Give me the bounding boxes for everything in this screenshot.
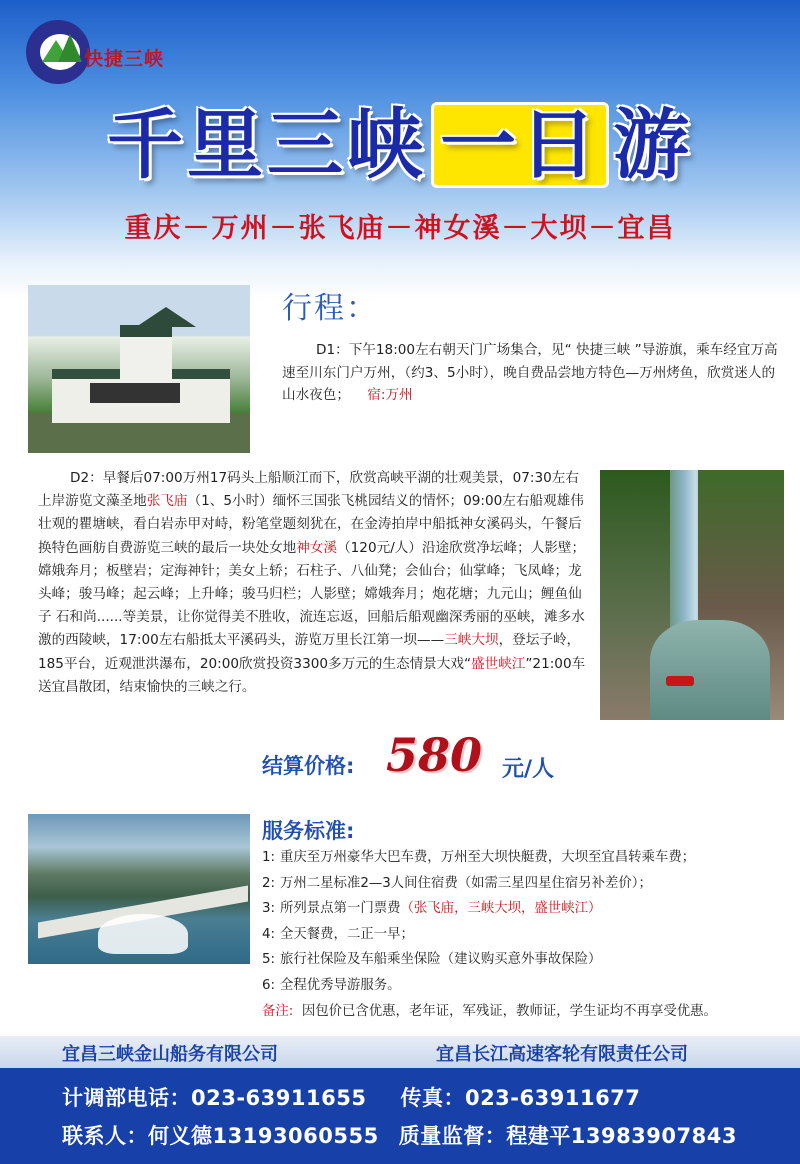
- footer-line-1: [62, 1082, 640, 1112]
- day2-highlight-dam: 三峡大坝: [444, 632, 499, 649]
- price-unit: 元/人: [502, 757, 555, 782]
- itinerary-heading: 行程：: [282, 291, 378, 326]
- photo-roof: [136, 307, 196, 327]
- company-name-1: 宜昌三峡金山船务有限公司: [62, 1044, 278, 1065]
- price-value: 580: [386, 728, 483, 782]
- services-heading: 服务标准:: [262, 819, 355, 843]
- day1-text: [282, 339, 782, 407]
- service-item: [262, 922, 786, 948]
- day2-part-4: ，登坛子岭，185平台，近观泄洪瀑布，20:00欣赏投资3300多万元的生态情景大戏“: [38, 632, 581, 672]
- day2-part-3: （120元/人）沿途欣赏净坛峰；人影壁；嫦娥奔月；板壁岩；定海神针；美女上轿；石柱子、八仙凳；会仙台；仙掌峰；飞凤峰；龙头峰；骏马峰；起云峰；上升峰；骏马归栏；人影壁；嫦娥奔月；炮花塘；九元山；鲤鱼仙子 石和尚......等美景，让你觉得美不胜收，流连忘返，回船后船观幽深秀丽的巫峡，滩多水激的西陵峡，17:00左右船抵太平溪码头，游览万里长江第一坝——: [38, 539, 586, 649]
- quality-supervisor[interactable]: 质量监督：程建平13983907843: [398, 1124, 737, 1148]
- day1-stay: 宿:万州: [367, 387, 413, 403]
- route-line: 重庆－万州－张飞庙－神女溪－大坝－宜昌: [124, 213, 676, 244]
- day2-highlight-shennvxi: 神女溪: [296, 539, 338, 556]
- title-part-1: 千里三峡: [107, 100, 427, 189]
- service-item: [262, 845, 786, 871]
- services-list: [262, 845, 786, 1024]
- title-highlight: 一日: [431, 102, 609, 188]
- service-item: [262, 896, 786, 922]
- dispatch-phone[interactable]: 计调部电话：023-63911655: [62, 1086, 367, 1110]
- note-label: 备注:: [262, 1003, 294, 1019]
- day2-highlight-show: 盛世峡江: [471, 655, 526, 672]
- service-text: 全程优秀导游服务。: [280, 977, 401, 993]
- service-text: 所列景点第一门票费: [280, 901, 401, 917]
- photo-boat: [666, 676, 694, 686]
- service-number: 6:: [262, 977, 276, 993]
- fax-number[interactable]: 传真：023-63911677: [400, 1086, 641, 1110]
- company-name-2: 宜昌长江高速客轮有限责任公司: [436, 1044, 688, 1065]
- service-text-highlight: （张飞庙，三峡大坝，盛世峡江）: [400, 901, 602, 917]
- service-text: 全天餐费，二正一早；: [280, 926, 414, 942]
- service-note: [262, 999, 786, 1025]
- day2-part-1: D2：早餐后07:00万州17码头上船顺江而下，欣赏高峡平湖的壮观美景，07:30左右上岸游览文藻圣地: [38, 470, 579, 510]
- gorge-photo: [600, 470, 784, 720]
- footer-contact-band: [0, 1036, 800, 1164]
- day2-part-2: （1、5小时）缅怀三国张飞桃园结义的情怀；09:00左右船观雄伟壮观的瞿塘峡，看白岩赤甲对峙，粉笔堂题刻犹在，在金涛拍岸中船抵神女溪码头，午餐后换特色画舫自费游览三峡的最后一块处女地: [38, 493, 584, 556]
- dam-photo: [28, 814, 250, 964]
- day1-body: D1：下午18:00左右朝天门广场集合，见“ 快捷三峡 ”导游旗，乘车经宜万高速至川东门户万州，（约3、5小时），晚自费品尝地方特色—万州烤鱼，欣赏迷人的山水夜色；: [282, 342, 778, 403]
- service-number: 5:: [262, 952, 276, 968]
- service-item: [262, 973, 786, 999]
- day2-highlight-zhangfei: 张飞庙: [146, 493, 188, 510]
- footer-line-2: [62, 1120, 737, 1150]
- day2-text: [38, 467, 586, 699]
- service-number: 2:: [262, 875, 276, 891]
- service-number: 1:: [262, 850, 276, 865]
- service-number: 4:: [262, 926, 276, 942]
- contact-person[interactable]: 联系人：何义德13193060555: [62, 1124, 379, 1148]
- photo-gate: [90, 383, 180, 403]
- price-label: 结算价格:: [262, 754, 355, 778]
- service-text: 旅行社保险及车船乘坐保险（建议购买意外事故保险）: [280, 952, 602, 968]
- service-item: [262, 947, 786, 973]
- photo-river: [650, 620, 770, 720]
- note-text: 因包价已含优惠，老年证，军残证，教师证，学生证均不再享受优惠。: [301, 1003, 717, 1019]
- service-text: 重庆至万州豪华大巴车费，万州至大坝快艇费，大坝至宜昌转乘车费；: [280, 850, 696, 865]
- mountain-icon-2: [58, 34, 82, 62]
- zhangfei-temple-photo: [28, 285, 250, 453]
- service-text: 万州二星标准2—3人间住宿费（如需三星四星住宿另补差价）；: [280, 875, 652, 891]
- day2-part-5: ”21:00车送宜昌散团，结束愉快的三峡之行。: [38, 655, 586, 695]
- page-title: [0, 84, 800, 193]
- service-number: 3:: [262, 901, 276, 917]
- logo-brand-text: 快捷三峡: [84, 48, 165, 70]
- service-item: [262, 871, 786, 897]
- brand-logo[interactable]: [26, 14, 186, 92]
- photo-spray: [98, 914, 188, 954]
- title-part-2: 游: [613, 100, 693, 189]
